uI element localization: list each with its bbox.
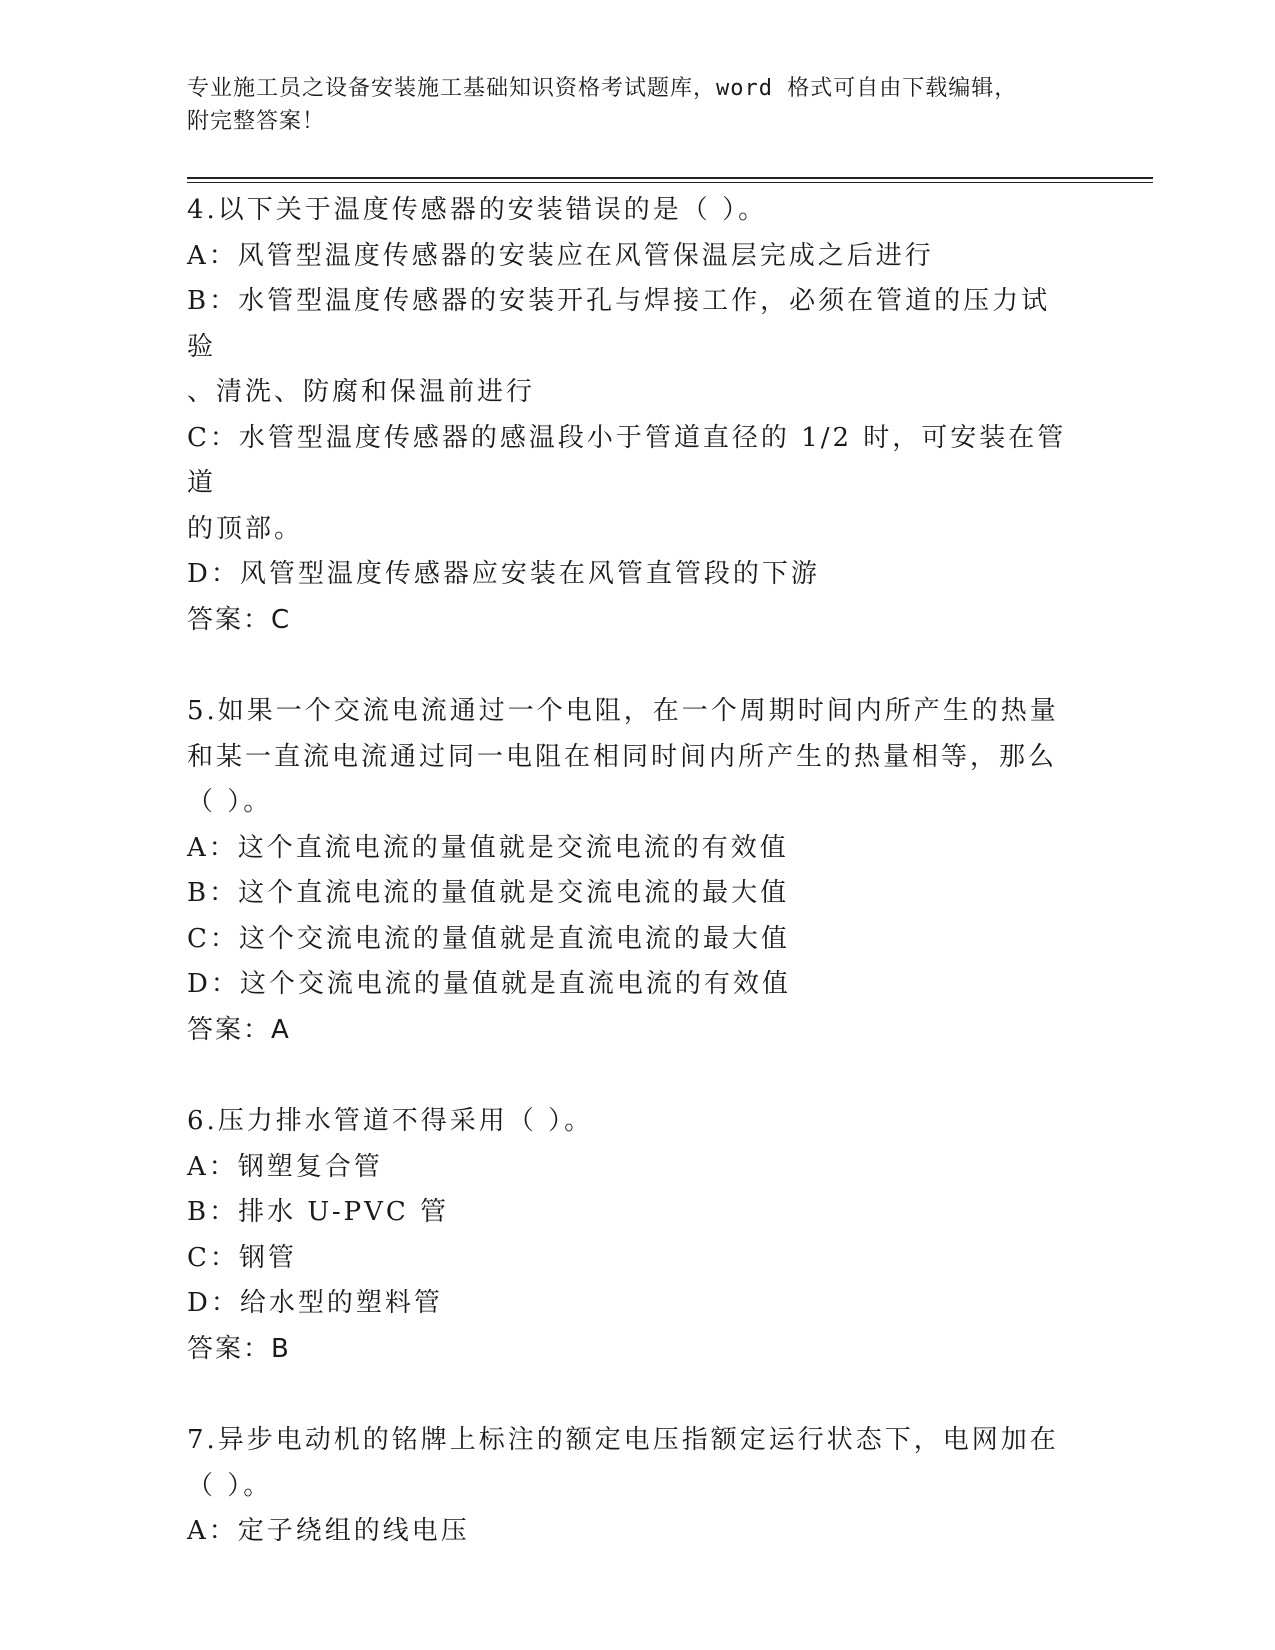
header-divider-thick bbox=[187, 177, 1153, 179]
option-b bbox=[187, 279, 1067, 416]
stem-line-1: 5.如果一个交流电流通过一个电阻，在一个周期时间内所产生的热量 bbox=[187, 696, 1059, 726]
option-d: D：给水型的塑料管 bbox=[187, 1288, 443, 1318]
option-a: A：风管型温度传感器的安装应在风管保温层完成之后进行 bbox=[187, 240, 934, 271]
option-a: A：定子绕组的线电压 bbox=[187, 1516, 470, 1546]
option-b: B：这个直流电流的量值就是交流电流的最大值 bbox=[187, 878, 790, 908]
question-4 bbox=[187, 188, 1087, 643]
option-a: A：钢塑复合管 bbox=[187, 1151, 383, 1182]
question-6 bbox=[187, 1099, 1087, 1372]
answer-label: 答案：A bbox=[187, 1014, 291, 1045]
stem-line-2: 和某一直流电流通过同一电阻在相同时间内所产生的热量相等，那么 bbox=[187, 741, 1058, 772]
stem-line-1: 7.异步电动机的铭牌上标注的额定电压指额定运行状态下，电网加在 bbox=[187, 1425, 1059, 1455]
question-7 bbox=[187, 1418, 1087, 1555]
option-b: B：排水 U-PVC 管 bbox=[187, 1197, 450, 1227]
option-c bbox=[187, 416, 1067, 553]
option-d: D：这个交流电流的量值就是直流电流的有效值 bbox=[187, 969, 791, 999]
option-c-line-2: 的顶部。 bbox=[187, 513, 304, 544]
option-c: C：钢管 bbox=[187, 1242, 297, 1273]
question-stem: 4.以下关于温度传感器的安装错误的是（ ）。 bbox=[187, 195, 768, 225]
option-d: D：风管型温度传感器应安装在风管直管段的下游 bbox=[187, 559, 820, 589]
stem-line-2: （ ）。 bbox=[187, 1470, 273, 1501]
answer-label: 答案：C bbox=[187, 604, 292, 635]
stem-line-3: （ ）。 bbox=[187, 787, 273, 817]
header-line-1: 专业施工员之设备安装施工基础知识资格考试题库，word 格式可自由下载编辑， bbox=[187, 76, 1018, 101]
option-c: C：这个交流电流的量值就是直流电流的最大值 bbox=[187, 923, 790, 954]
document-header bbox=[187, 72, 1067, 138]
question-stem bbox=[187, 689, 1067, 826]
option-b-line-2: 、清洗、防腐和保温前进行 bbox=[187, 377, 536, 407]
header-divider-thin bbox=[187, 182, 1153, 183]
question-stem bbox=[187, 1418, 1067, 1509]
option-c-line-1: C：水管型温度传感器的感温段小于管道直径的 1/2 时，可安装在管道 bbox=[187, 422, 1067, 498]
question-list bbox=[187, 188, 1087, 1601]
answer-label: 答案：B bbox=[187, 1333, 291, 1364]
option-b-line-1: B：水管型温度传感器的安装开孔与焊接工作，必须在管道的压力试验 bbox=[187, 286, 1051, 362]
header-line-2: 附完整答案！ bbox=[187, 109, 326, 134]
question-stem: 6.压力排水管道不得采用（ ）。 bbox=[187, 1106, 594, 1136]
option-a: A：这个直流电流的量值就是交流电流的有效值 bbox=[187, 832, 789, 863]
question-5 bbox=[187, 689, 1087, 1053]
